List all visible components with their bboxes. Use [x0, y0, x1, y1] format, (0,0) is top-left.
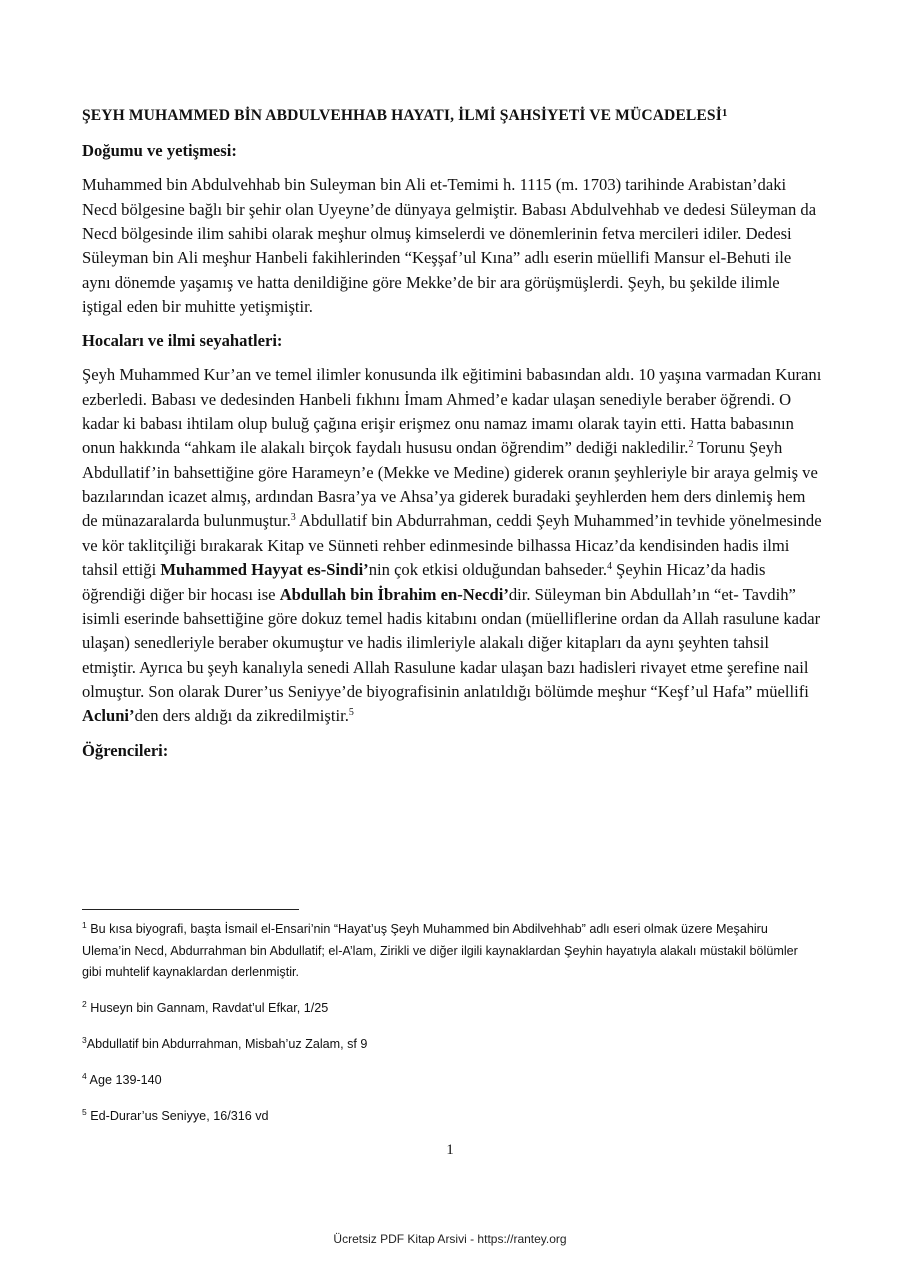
footnote-number: 3	[82, 1035, 87, 1045]
footnote-number: 2	[82, 999, 87, 1009]
footnote-ref-4[interactable]: 4	[606, 561, 612, 573]
footnote-ref-1[interactable]: 1	[721, 107, 728, 119]
paragraph-birth: Muhammed bin Abdulvehhab bin Suleyman bin Ali et-Temimi h. 1115 (m. 1703) tarihinde Arabistan’daki Necd bölgesine bağlı bir şehir olan Uyeyne’de dünyaya gelmiştir. Babası Abdulvehhab ve dedesi Süleyman da Necd bölgesinde ilim sahibi olarak meşhur olmuş kimselerdi ve dönemlerinin fetva mercileri idiler. Dedesi Süleyman bin Ali meşhur Hanbeli fakihlerinden “Keşşaf’ul Kına” adlı eserin müellifi Mansur el-Behuti ile aynı dönemde yaşamış ve hatta denildiğine göre Mekke’de bir ara görüşmüşlerdi. Şeyh, bu şekilde ilimle iştigal eden bir muhitte yetişmiştir.	[82, 175, 817, 317]
footnote-item	[82, 1034, 802, 1056]
footnotes	[82, 919, 802, 1142]
footnote-ref-5[interactable]: 5	[348, 707, 354, 719]
bold-name-necdi: Abdullah bin İbrahim en-Necdi’	[279, 584, 509, 604]
footnote-number: 4	[82, 1071, 87, 1081]
section-heading-teachers: Hocaları ve ilmi seyahatleri:	[82, 331, 283, 351]
footnote-ref-3[interactable]: 3	[290, 512, 296, 524]
paragraph-teachers	[82, 363, 822, 728]
text-run: den ders aldığı da zikredilmiştir.	[134, 706, 349, 726]
document-title	[82, 104, 822, 128]
footnote-separator	[82, 909, 299, 910]
text-run: nin çok etkisi olduğundan bahseder.	[368, 560, 607, 580]
text-run: Şeyhin Hicaz’da hadis öğrendiği diğer bir hocası ise	[82, 560, 766, 604]
footnote-item	[82, 1106, 802, 1128]
footnote-text: Bu kısa biyografi, başta İsmail el-Ensari’nin “Hayat’uş Şeyh Muhammed bin Abdilvehhab” adlı eseri olmak üzere Meşahiru Ulema’in Necd, Abdurrahman bin Abdullatif; el-A’lam, Zirikli ve diğer ilgili kaynaklardan Şeyhin hayatıyla alakalı müstakil bölümler gibi muhtelif kaynaklardan derlenmiştir.	[82, 922, 798, 979]
bold-name-acluni: Acluni’	[82, 706, 135, 726]
document-title-text: ŞEYH MUHAMMED BİN ABDULVEHHAB HAYATI, İLMİ ŞAHSİYETİ VE MÜCADELESİ	[82, 107, 722, 124]
page-number: 1	[446, 1142, 454, 1158]
section-heading-birth: Doğumu ve yetişmesi:	[82, 141, 237, 161]
watermark-link[interactable]: Ücretsiz PDF Kitap Arsivi - https://rantey.org	[333, 1232, 567, 1246]
footnote-text: Age 139-140	[86, 1073, 162, 1087]
text-run: Abdullatif bin Abdurrahman, ceddi Şeyh Muhammed’in tevhide yönelmesinde ve kör taklitçiliği bırakarak Kitap ve Sünneti rehber edinmesinde bilhassa Hicaz’da kendisinden hadis ilmi tahsil ettiği	[82, 511, 822, 580]
bold-name-hayyat: Muhammed Hayyat es-Sindi’	[160, 560, 369, 580]
footnote-item	[82, 919, 802, 984]
footnote-text: Abdullatif bin Abdurrahman, Misbah’uz Zalam, sf 9	[86, 1037, 368, 1051]
footnote-number: 1	[82, 920, 87, 930]
footnote-ref-2[interactable]: 2	[688, 439, 694, 451]
text-run: dir. Süleyman bin Abdullah’ın “et- Tavdih” isimli eserinde bahsettiğine göre dokuz temel hadis kitabını ondan (müelliflerine ordan da Allah rasulune kadar ulaşan) senedleriyle beraber okumuştur ve hadis ilimleriyle alakalı diğer kitapları da aynı şeyhten tahsil etmiştir. Ayrıca bu şeyh kanalıyla senedi Allah Rasulune kadar ulaşan bazı hadisleri rivayet etme şerefine nail olmuştur. Son olarak Durer’us Seniyye’de biyografisinin anlatıldığı bölümde meşhur “Keşf’ul Hafa” müellifi	[82, 584, 821, 701]
main-content	[82, 104, 822, 773]
footnote-item	[82, 1070, 802, 1092]
section-heading-students: Öğrencileri:	[82, 740, 169, 760]
footnote-item	[82, 998, 802, 1020]
footnote-text: Huseyn bin Gannam, Ravdat’ul Efkar, 1/25	[86, 1001, 329, 1015]
text-run: Torunu Şeyh Abdullatif’in bahsettiğine göre Harameyn’e (Mekke ve Medine) giderek oranın şeyhleriyle bir araya gelmiş ve bazılarından icazet almış, ardından Basra’ya ve Ahsa’ya giderek buradaki şeyhlerden hem ders dinlemiş hem de münazaralarda bulunmuştur.	[82, 438, 818, 531]
footnote-text: Ed-Durar’us Seniyye, 16/316 vd	[86, 1109, 269, 1123]
footnote-number: 5	[82, 1107, 87, 1117]
text-run: Şeyh Muhammed Kur’an ve temel ilimler konusunda ilk eğitimini babasından aldı. 10 yaşına varmadan Kuranı ezberledi. Babası ve dedesinden Hanbeli fıkhını İmam Ahmed’e kadar ulaşan senediyle beraber öğrendi. O kadar ki babası ihtilam olup buluğ çağına erişir erişmez onu namaz imamı olarak tayin etti. Hatta babasının onun hakkında “ahkam ile alakalı birçok faydalı hususu ondan öğrendim” dediği nakledilir.	[82, 365, 822, 458]
